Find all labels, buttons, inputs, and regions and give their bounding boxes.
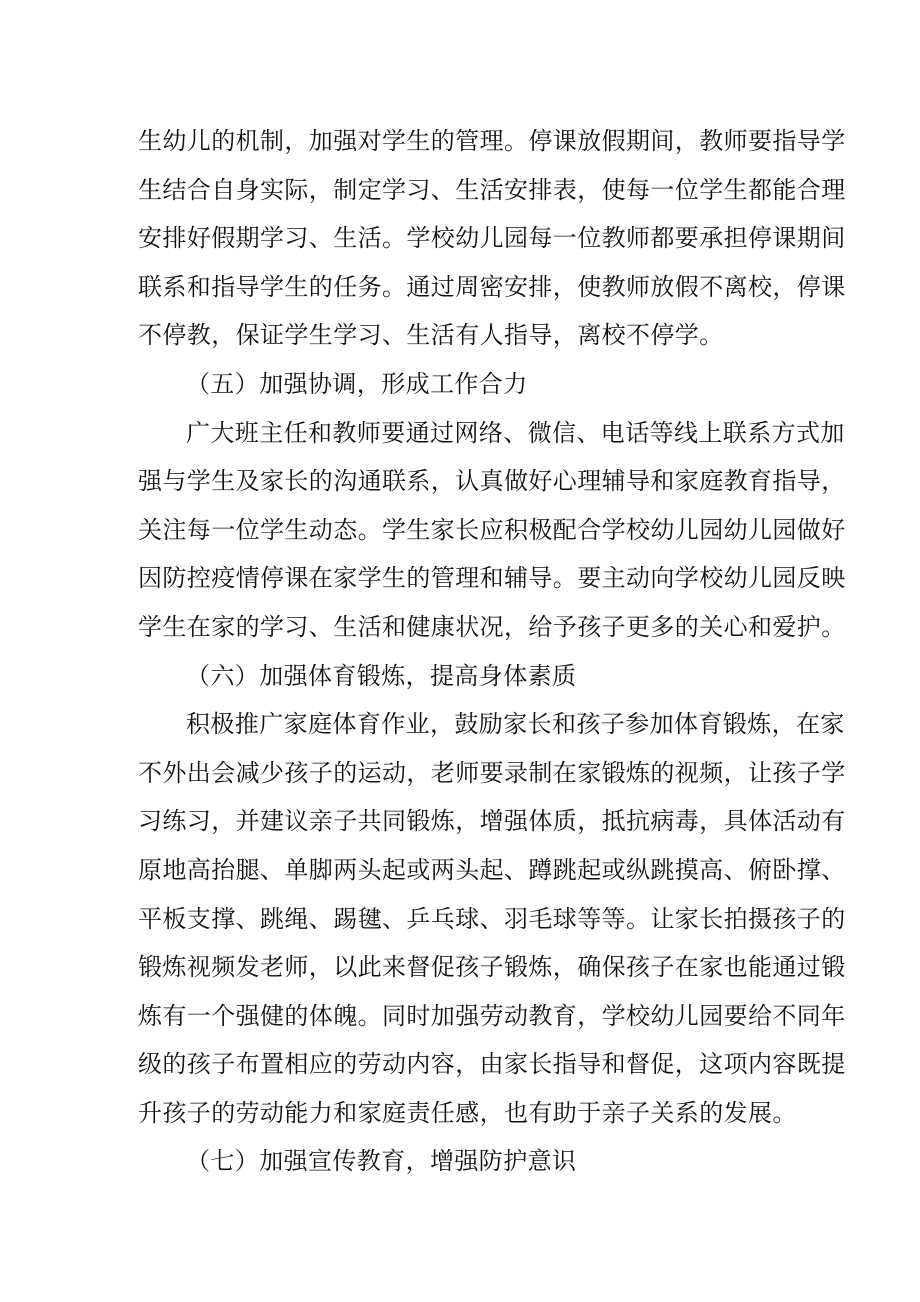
text-line: 积极推广家庭体育作业，鼓励家长和孩子参加体育锻炼，在家 — [186, 710, 845, 739]
text-line: 学生在家的学习、生活和健康状况，给予孩子更多的关心和爱护。 — [138, 612, 846, 641]
text-line: 不外出会减少孩子的运动，老师要录制在家锻炼的视频，让孩子学 — [138, 758, 846, 787]
text-line: 不停教，保证学生学习、生活有人指导，离校不停学。 — [138, 321, 724, 350]
text-line: 升孩子的劳动能力和家庭责任感，也有助于亲子关系的发展。 — [138, 1098, 797, 1127]
text-line: 强与学生及家长的沟通联系，认真做好心理辅导和家庭教育指导， — [138, 467, 846, 496]
text-line: 生幼儿的机制，加强对学生的管理。停课放假期间，教师要指导学 — [138, 127, 846, 155]
text-line: 原地高抬腿、单脚两头起或两头起、蹲跳起或纵跳摸高、俯卧撑、 — [138, 855, 846, 884]
paragraph-physical-exercise — [138, 700, 846, 1137]
text-line: 锻炼视频发老师，以此来督促孩子锻炼，确保孩子在家也能通过锻 — [138, 953, 846, 982]
text-line: 关注每一位学生动态。学生家长应积极配合学校幼儿园幼儿园做好 — [138, 515, 846, 544]
text-line: 因防控疫情停课在家学生的管理和辅导。要主动向学校幼儿园反映 — [138, 564, 846, 593]
section-heading-seven — [138, 1137, 788, 1186]
heading-text: （六）加强体育锻炼，提高身体素质 — [186, 661, 577, 690]
text-line: 联系和指导学生的任务。通过周密安排，使教师放假不离校，停课 — [138, 272, 846, 301]
section-heading-six — [138, 652, 788, 701]
text-line: 安排好假期学习、生活。学校幼儿园每一位教师都要承担停课期间 — [138, 224, 846, 253]
heading-text: （五）加强协调，形成工作合力 — [186, 369, 528, 398]
section-heading-five — [138, 360, 788, 409]
text-line: 广大班主任和教师要通过网络、微信、电话等线上联系方式加 — [186, 418, 845, 447]
text-line: 生结合自身实际，制定学习、生活安排表，使每一位学生都能合理 — [138, 175, 846, 204]
text-line: 习练习，并建议亲子共同锻炼，增强体质，抵抗病毒，具体活动有 — [138, 807, 846, 836]
paragraph-body-continuation — [138, 117, 846, 360]
text-line: 级的孩子布置相应的劳动内容，由家长指导和督促，这项内容既提 — [138, 1050, 846, 1079]
text-line: 平板支撑、跳绳、踢毽、乒乓球、羽毛球等等。让家长拍摄孩子的 — [138, 904, 846, 933]
heading-text: （七）加强宣传教育，增强防护意识 — [186, 1147, 577, 1176]
paragraph-coordination — [138, 409, 846, 652]
text-line: 炼有一个强健的体魄。同时加强劳动教育，学校幼儿园要给不同年 — [138, 1001, 846, 1030]
document-body — [138, 117, 846, 1186]
